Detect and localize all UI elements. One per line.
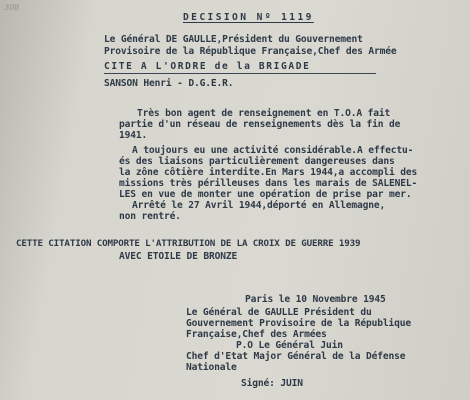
signature-date: Paris le 10 Novembre 1945 [245,294,386,305]
header-line-1: Le Général DE GAULLE,Président du Gouvernement [104,34,363,45]
body-line-3: 1941. [119,130,148,141]
award-line-2: AVEC ETOILE DE BRONZE [119,251,238,262]
body-line-6: la zône côtière interdite.En Mars 1944,a accompli des [119,167,418,178]
signature-line-6: Chef d'Etat Major Général de la Défense [186,351,406,362]
body-line-5: és des liaisons particulièrement dangereuses dans [119,156,395,167]
citation-underline [104,73,376,74]
body-line-4: A toujours eu une activité considérable.A effectu- [132,145,414,156]
signature-line-4: Française,Chef des Armées [186,329,327,340]
body-line-1: Très bon agent de renseignement en T.O.A fait [137,108,391,119]
body-line-7: missions très périlleuses dans les marais de SALENEL- [119,178,418,189]
signature-line-2: Le Général de GAULLE Président du [186,307,372,318]
citation-line: CITE A L'ORDRE de la BRIGADE [104,61,311,72]
header-line-2: Provisoire de la République Française,Chef des Armée [104,46,397,57]
signature-line-5: P.O Le Général Juin [236,340,343,351]
recipient-name: SANSON Henri - D.G.E.R. [104,78,234,89]
corner-mark: 308 [4,3,20,12]
signed-by: Signé: JUIN [241,378,303,389]
signature-line-3: Gouvernement Provisoire de la République [186,318,412,329]
decision-title: DECISION Nº 1119 [183,12,314,23]
signature-line-7: Nationale [186,362,237,373]
body-line-8: LES en vue de monter une opération de prise par mer. [119,189,412,200]
body-line-2: partie d'un réseau de renseignements dès la fin de [119,119,401,130]
body-line-9: Arrêté le 27 Avril 1944,déporté en Allemagne, [132,200,386,211]
body-line-10: non rentré. [119,211,181,222]
award-line-1: CETTE CITATION COMPORTE L'ATTRIBUTION DE LA CROIX DE GUERRE 1939 [16,238,361,249]
